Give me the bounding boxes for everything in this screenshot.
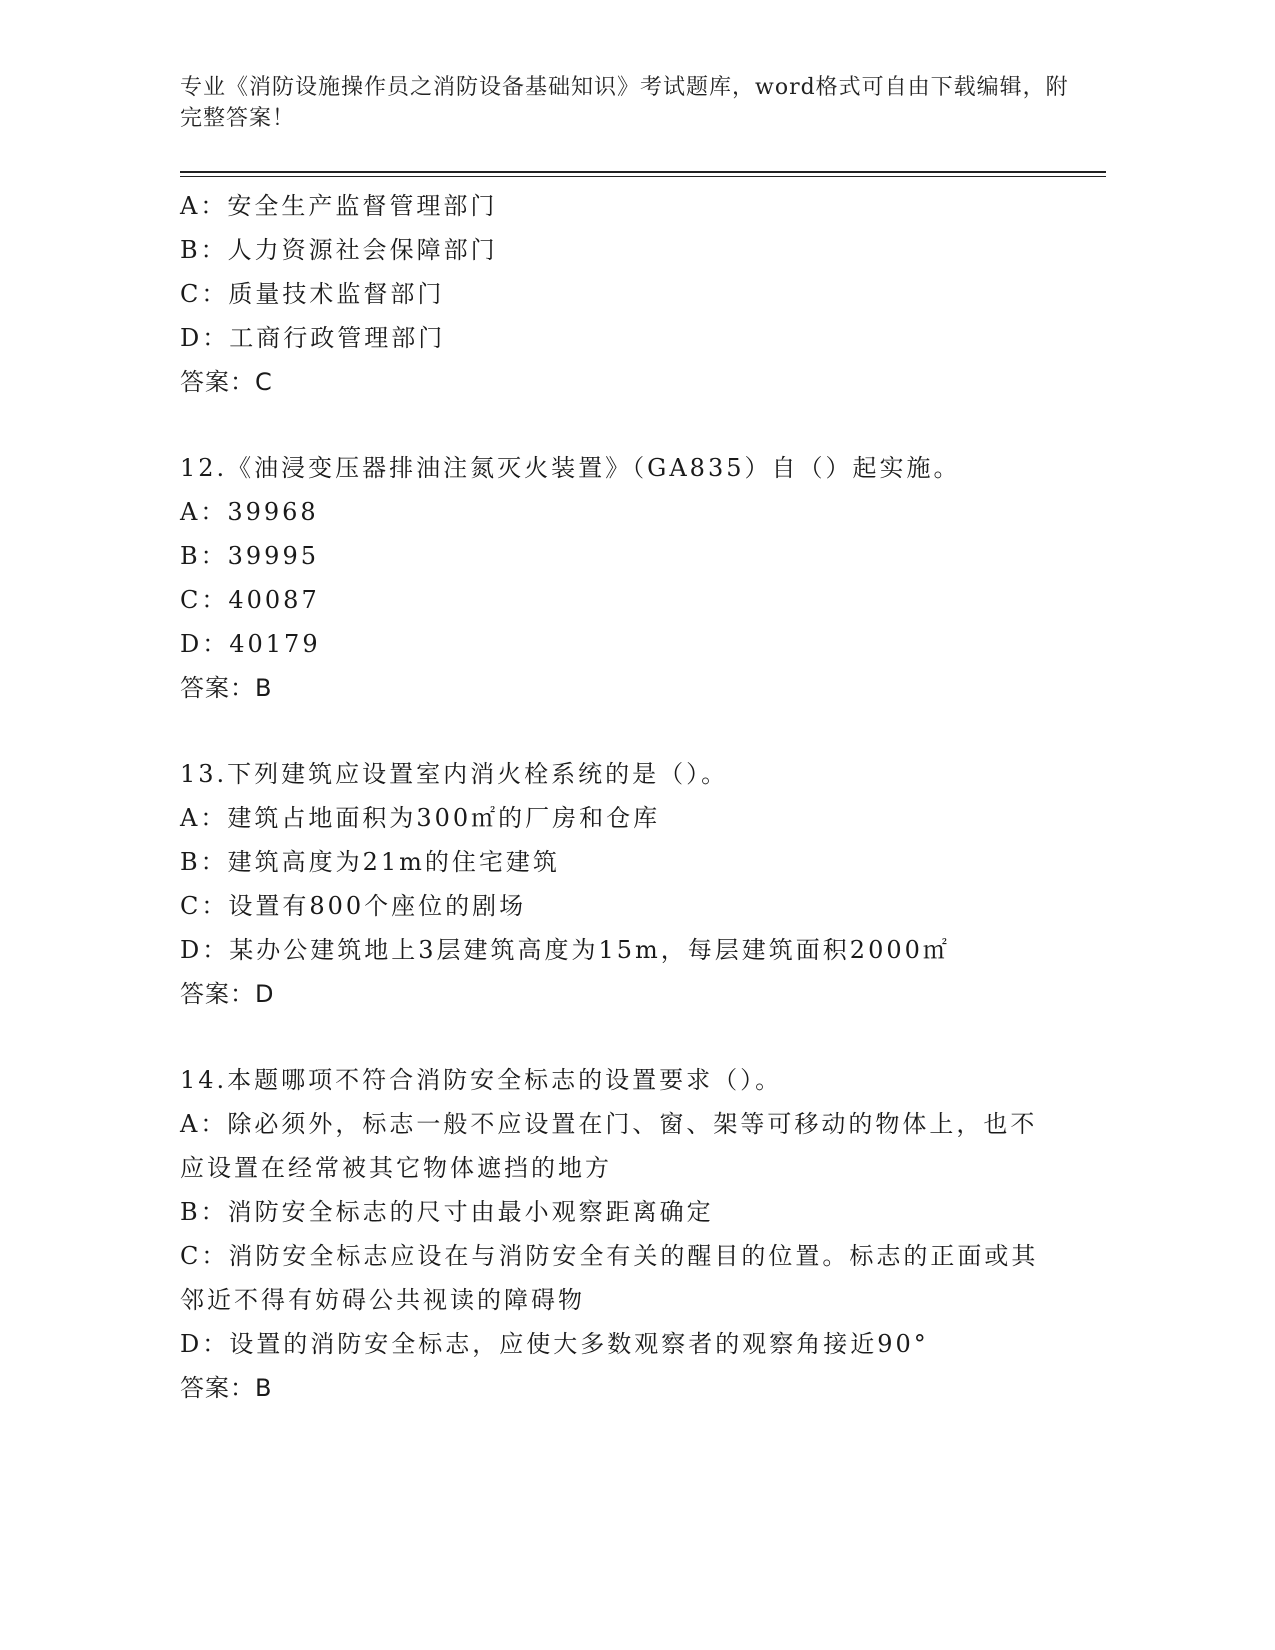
option-d: D：工商行政管理部门 bbox=[180, 324, 446, 352]
answer-label: 答案：C bbox=[180, 368, 273, 396]
answer-label: 答案：D bbox=[180, 980, 275, 1008]
option-a: A：安全生产监督管理部门 bbox=[180, 192, 498, 220]
header-divider-thin bbox=[180, 176, 1106, 177]
answer-label: 答案：B bbox=[180, 1374, 273, 1402]
option-c: C：质量技术监督部门 bbox=[180, 280, 445, 308]
option-b: B：39995 bbox=[180, 542, 319, 570]
question-stem: 14.本题哪项不符合消防安全标志的设置要求（）。 bbox=[180, 1066, 783, 1094]
option-a: A：除必须外，标志一般不应设置在门、窗、架等可移动的物体上，也不应设置在经常被其它物体遮挡的地方 bbox=[180, 1110, 1038, 1182]
question-stem: 12.《油浸变压器排油注氮灭火装置》（GA835）自（）起实施。 bbox=[180, 454, 961, 482]
spacer bbox=[180, 404, 1040, 446]
option-b: B：人力资源社会保障部门 bbox=[180, 236, 498, 264]
option-c: C：设置有800个座位的剧场 bbox=[180, 892, 527, 920]
option-d: D：设置的消防安全标志，应使大多数观察者的观察角接近90° bbox=[180, 1330, 929, 1358]
option-c: C：消防安全标志应设在与消防安全有关的醒目的位置。标志的正面或其邻近不得有妨碍公共视读的障碍物 bbox=[180, 1242, 1039, 1314]
question-13 bbox=[180, 752, 1040, 1016]
spacer bbox=[180, 710, 1040, 752]
document-intro: 专业《消防设施操作员之消防设备基础知识》考试题库，word格式可自由下载编辑，附完整答案！ bbox=[180, 75, 1069, 131]
question-list bbox=[180, 184, 1040, 1410]
question-stem: 13.下列建筑应设置室内消火栓系统的是（）。 bbox=[180, 760, 729, 788]
answer-label: 答案：B bbox=[180, 674, 273, 702]
option-b: B：消防安全标志的尺寸由最小观察距离确定 bbox=[180, 1198, 714, 1226]
option-a: A：建筑占地面积为300㎡的厂房和仓库 bbox=[180, 804, 661, 832]
option-b: B：建筑高度为21m的住宅建筑 bbox=[180, 848, 560, 876]
option-c: C：40087 bbox=[180, 586, 320, 614]
option-a: A：39968 bbox=[180, 498, 319, 526]
header-divider-thick bbox=[180, 171, 1106, 173]
option-d: D：某办公建筑地上3层建筑高度为15m，每层建筑面积2000㎡ bbox=[180, 936, 950, 964]
question-11 bbox=[180, 184, 1040, 404]
question-12 bbox=[180, 446, 1040, 710]
question-14 bbox=[180, 1058, 1040, 1410]
option-d: D：40179 bbox=[180, 630, 321, 658]
spacer bbox=[180, 1016, 1040, 1058]
